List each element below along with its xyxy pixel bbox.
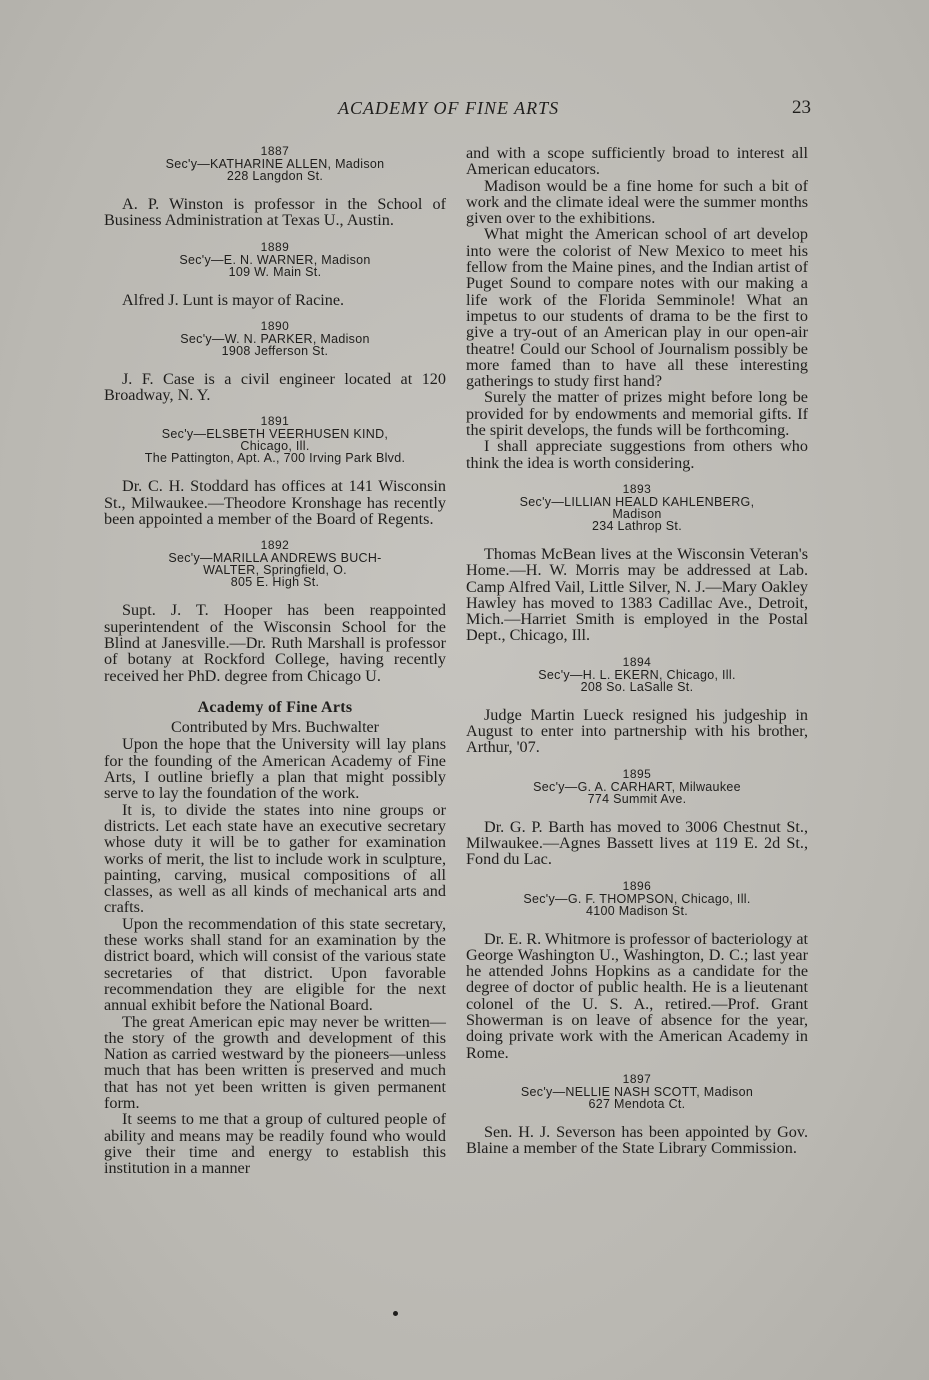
secretary-1890: Sec'y—W. N. PARKER, Madison [180, 331, 370, 346]
article-paragraph: Madison would be a fine home for such a bit of work and the climate ideal were the summer months given over to the exhibitions. [466, 176, 808, 228]
page-number: 23 [792, 97, 811, 118]
secretary-1891: Sec'y—ELSBETH VEERHUSEN KIND, [161, 427, 389, 442]
article-paragraph: and with a scope sufficiently broad to interest all American educators. [466, 144, 808, 179]
secretary-1895: Sec'y—G. A. CARHART, Milwaukee [533, 779, 741, 794]
note-stoddard: Dr. C. H. Stoddard has offices at 141 Wisconsin St., Milwaukee.—Theodore Kronshage has recently been appointed a member of the Board of Regents. [104, 477, 446, 529]
secretary-1893: Sec'y—LILLIAN HEALD KAHLENBERG, [519, 494, 755, 509]
class-year-1893: 1893 [622, 481, 652, 496]
secretary-1890-address: 1908 Jefferson St. [221, 343, 329, 358]
class-year-1896: 1896 [622, 878, 652, 893]
class-year-1891: 1891 [260, 414, 290, 429]
secretary-1894: Sec'y—H. L. EKERN, Chicago, Ill. [538, 667, 736, 682]
running-head: ACADEMY OF FINE ARTS [338, 98, 560, 118]
secretary-1896: Sec'y—G. F. THOMPSON, Chicago, Ill. [523, 891, 751, 906]
note-case: J. F. Case is a civil engineer located at 120 Broadway, N. Y. [104, 369, 446, 405]
secretary-1889: Sec'y—E. N. WARNER, Madison [179, 252, 371, 267]
secretary-1887: Sec'y—KATHARINE ALLEN, Madison [165, 157, 385, 171]
article-title: Academy of Fine Arts [197, 698, 353, 716]
class-year-1890: 1890 [260, 318, 290, 333]
class-year-1892: 1892 [260, 538, 290, 553]
article-paragraph: It seems to me that a group of cultured people of ability and means may be readily found who would give their time and energy to establish this institution in a manner [104, 1110, 446, 1178]
class-year-1889: 1889 [260, 239, 290, 254]
article-paragraph: Surely the matter of prizes might before long be provided for by endowments and memorial gifts. If the spirit develops, the funds will be forthcoming. [466, 388, 808, 440]
note-lueck: Judge Martin Lueck resigned his judgeship in August to enter into partnership with his brother, Arthur, '07. [466, 705, 808, 757]
secretary-1893-city: Madison [612, 506, 662, 521]
secretary-1895-address: 774 Summit Ave. [587, 791, 687, 806]
article-paragraph: Upon the recommendation of this state secretary, these works shall stand for an examination by the district board, which will consist of the various state secretaries of that district. Upon favorable recommendation they are eligible for the next annual exhibit before the National Board. [104, 914, 446, 1015]
article-paragraph: I shall appreciate suggestions from others who think the idea is worth considering. [466, 437, 808, 472]
secretary-1891-city: Chicago, Ill. [240, 439, 310, 454]
class-year-1887: 1887 [260, 144, 290, 158]
article-paragraph: Upon the hope that the University will lay plans for the founding of the American Academy of Fine Arts, I outline briefly a plan that might possibly serve to lay the foundation of the work. [104, 735, 446, 803]
note-severson: Sen. H. J. Severson has been appointed by Gov. Blaine a member of the State Library Commission. [466, 1122, 808, 1158]
note-winston: A. P. Winston is professor in the School of Business Administration at Texas U., Austin. [104, 195, 446, 230]
article-paragraph: It is, to divide the states into nine groups or districts. Let each state have an executive secretary whose duty it will be to gather for examination works of merit, the list to include work in sculpture, painting, carving, musical compositions of all classes, as well as all kinds of mechanical arts and crafts. [104, 800, 446, 917]
right-column [466, 145, 808, 1156]
class-year-1897: 1897 [622, 1071, 652, 1086]
note-lunt: Alfred J. Lunt is mayor of Racine. [122, 290, 345, 309]
note-barth: Dr. G. P. Barth has moved to 3006 Chestnut St., Milwaukee.—Agnes Bassett lives at 119 E. 2d St., Fond du Lac. [466, 817, 808, 869]
secretary-1887-address: 228 Langdon St. [226, 169, 324, 183]
secretary-1892-address: 805 E. High St. [230, 575, 320, 590]
secretary-1889-address: 109 W. Main St. [228, 264, 322, 279]
secretary-1893-address: 234 Lathrop St. [592, 518, 682, 533]
secretary-1891-address: The Pattington, Apt. A., 700 Irving Park Blvd. [144, 451, 406, 466]
page-mark [393, 1311, 398, 1316]
secretary-1897-address: 627 Mendota Ct. [588, 1096, 686, 1111]
secretary-1896-address: 4100 Madison St. [585, 903, 689, 918]
class-year-1895: 1895 [622, 766, 652, 781]
note-whitmore: Dr. E. R. Whitmore is professor of bacteriology at George Washington U., Washington, D. C.; last year he attended Johns Hopkins as a candidate for the degree of doctor of public health. He is a lieutenant colonel of the U. S. A., retired.—Prof. Grant Showerman is on leave of absence for the year, doing private work with the American Academy in Rome. [466, 929, 808, 1062]
class-year-1894: 1894 [622, 654, 652, 669]
article-paragraph: What might the American school of art develop into were the colorist of New Mexico to meet his fellow from the Maine pines, and the Indian artist of Puget Sound to compare notes with our making a life work of the Florida Semminole! What an impetus to our students of drama to be the first to give a try-out of an American play in our open-air theatre! Could our School of Journalism possibly be more famed than to have all these interesting gatherings to study first hand? [466, 225, 808, 391]
secretary-1892: Sec'y—MARILLA ANDREWS BUCH- [168, 551, 382, 566]
article-paragraph: The great American epic may never be written—the story of the growth and development of this Nation as carried westward by the pioneers—unless much that has been written is preserved and much that has not yet been written is given permanent form. [104, 1012, 446, 1112]
left-column [104, 145, 446, 1176]
article-byline: Contributed by Mrs. Buchwalter [171, 719, 379, 737]
note-hooper: Supt. J. T. Hooper has been reappointed superintendent of the Wisconsin School for the Blind at Janesville.—Dr. Ruth Marshall is professor of botany at Rockford College, having recently received her PhD. degree from Chicago U. [104, 601, 446, 685]
secretary-1894-address: 208 So. LaSalle St. [580, 679, 694, 694]
secretary-1892-city: WALTER, Springfield, O. [203, 563, 347, 578]
secretary-1897: Sec'y—NELLIE NASH SCOTT, Madison [520, 1084, 754, 1099]
note-mcbean: Thomas McBean lives at the Wisconsin Veteran's Home.—H. W. Morris may be addressed at Lab. Camp Alfred Vail, Little Silver, N. J.—Mary Oakley Hawley has moved to 1383 Cadillac Ave., Detroit, Mich.—Harriet Smith is employed in the Postal Dept., Chicago, Ill. [466, 544, 808, 645]
